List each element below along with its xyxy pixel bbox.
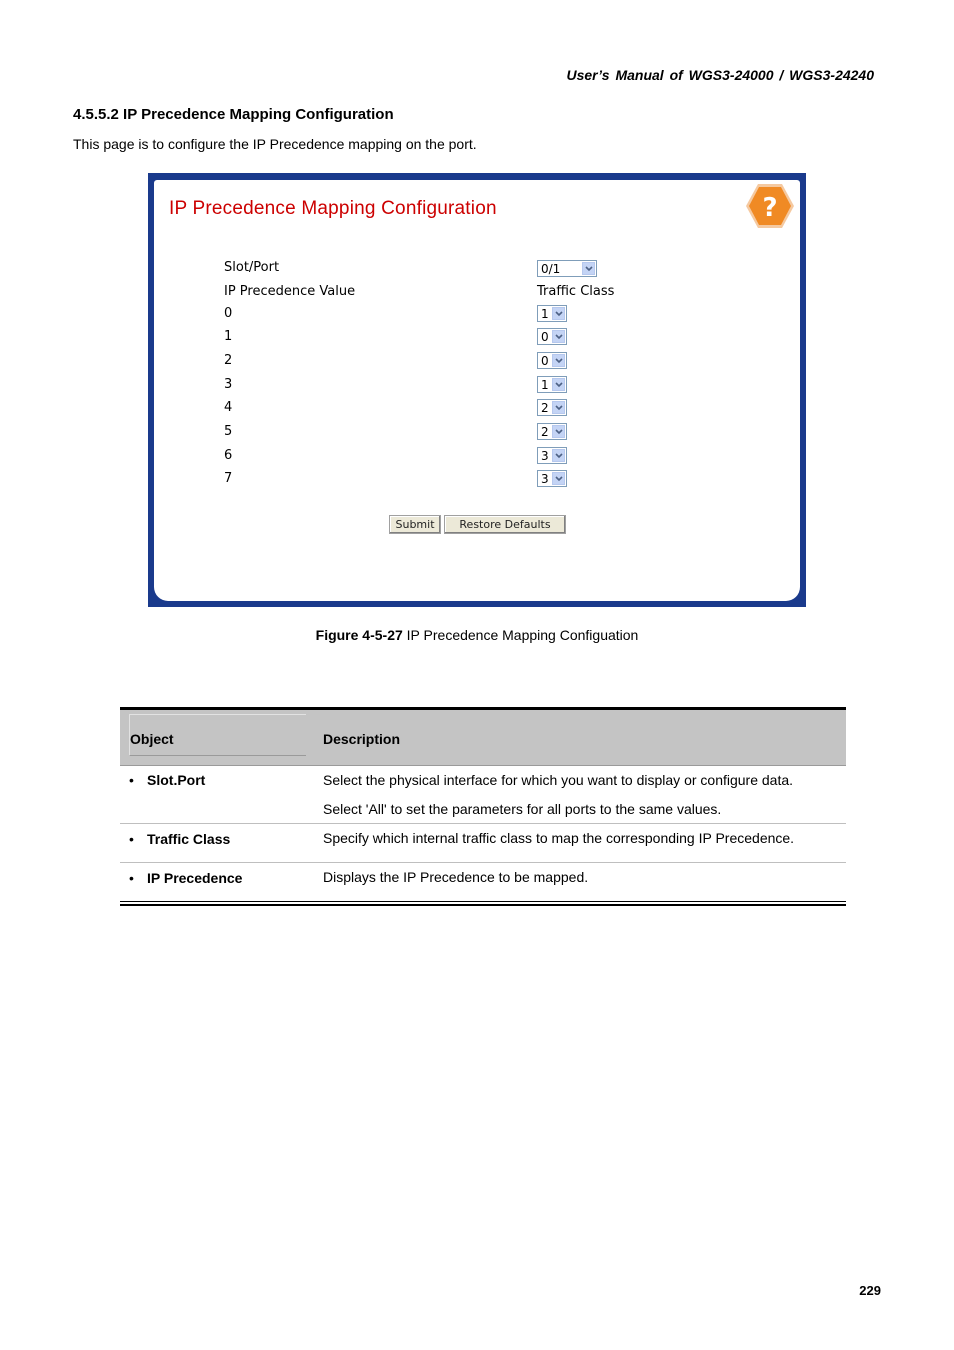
row-description: Select the physical interface for which you want to display or configure data. [323,772,794,788]
traffic-class-value: 0 [541,354,549,368]
panel-title: IP Precedence Mapping Configuration [169,198,497,219]
chevron-down-icon [552,330,565,343]
slot-port-label: Slot/Port [224,260,280,275]
row-divider [120,862,846,863]
traffic-class-select[interactable] [537,376,567,393]
restore-defaults-button[interactable]: Restore Defaults [444,515,566,534]
traffic-class-select[interactable] [537,399,567,416]
row-description: Displays the IP Precedence to be mapped. [323,869,589,885]
bullet-icon: • [129,772,134,788]
table-bottom-rule [120,901,846,902]
traffic-class-select[interactable] [537,305,567,322]
row-description: Specify which internal traffic class to map the corresponding IP Precedence. [323,830,795,846]
screenshot-panel [148,173,806,607]
manual-header: User’s Manual of WGS3-24000 / WGS3-24240 [566,67,874,83]
slot-port-value: 0/1 [541,262,561,276]
traffic-class-select[interactable] [537,447,567,464]
svg-text:?: ? [762,193,778,223]
chevron-down-icon [552,401,565,414]
row-object: IP Precedence [147,870,243,886]
panel-content [154,180,800,601]
slot-port-select[interactable] [537,260,597,277]
chevron-down-icon [582,262,595,275]
help-icon[interactable] [744,182,796,230]
precedence-value: 5 [224,424,233,439]
bullet-icon: • [129,831,134,847]
table-header-row [120,710,846,766]
traffic-class-value: 3 [541,472,549,486]
row-description-extra: Select 'All' to set the parameters for all ports to the same values. [323,801,722,817]
section-title: 4.5.5.2 IP Precedence Mapping Configuration [73,106,394,123]
header-description: Description [323,731,401,747]
precedence-value: 6 [224,448,233,463]
traffic-class-header: Traffic Class [537,284,615,299]
chevron-down-icon [552,425,565,438]
submit-button[interactable]: Submit [389,515,441,534]
traffic-class-value: 1 [541,307,549,321]
page-number: 229 [859,1283,881,1298]
traffic-class-select[interactable] [537,423,567,440]
traffic-class-value: 0 [541,330,549,344]
chevron-down-icon [552,354,565,367]
chevron-down-icon [552,472,565,485]
section-intro: This page is to configure the IP Precedence mapping on the port. [73,136,477,152]
traffic-class-value: 2 [541,401,549,415]
traffic-class-select[interactable] [537,470,567,487]
traffic-class-select[interactable] [537,352,567,369]
traffic-class-value: 3 [541,449,549,463]
precedence-value: 7 [224,471,233,486]
row-divider [120,823,846,824]
precedence-value: 2 [224,353,233,368]
precedence-value: 4 [224,400,233,415]
precedence-value: 3 [224,377,233,392]
row-object: Traffic Class [147,831,231,847]
bullet-icon: • [129,870,134,886]
traffic-class-select[interactable] [537,328,567,345]
chevron-down-icon [552,378,565,391]
figure-label: Figure 4-5-27 [315,627,403,643]
chevron-down-icon [552,449,565,462]
header-object: Object [130,731,174,747]
chevron-down-icon [552,307,565,320]
row-object: Slot.Port [147,772,206,788]
ip-precedence-header: IP Precedence Value [224,284,356,299]
traffic-class-value: 1 [541,378,549,392]
figure-text: IP Precedence Mapping Configuation [402,627,639,643]
figure-caption [0,627,954,643]
precedence-value: 0 [224,306,233,321]
precedence-value: 1 [224,329,233,344]
table-bottom-rule [120,904,846,906]
traffic-class-value: 2 [541,425,549,439]
